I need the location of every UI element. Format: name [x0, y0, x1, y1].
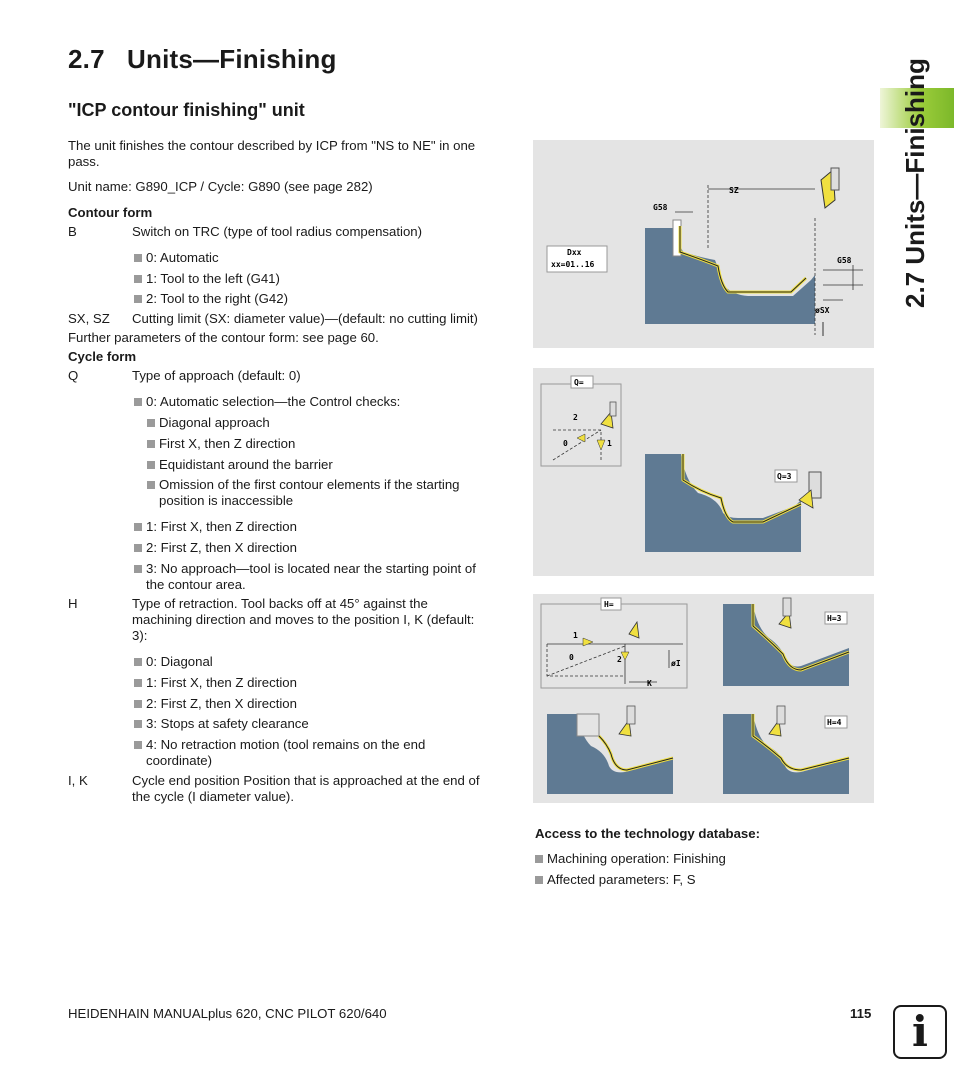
param-b-desc: Switch on TRC (type of tool radius compensation): [132, 224, 423, 239]
h-option-4: [134, 737, 425, 769]
q-option-3-line-2: the contour area.: [146, 577, 246, 592]
figure-retraction: [533, 594, 874, 803]
label-retract-0: 0: [569, 653, 574, 662]
subheading: "ICP contour finishing" unit: [68, 100, 305, 120]
intro-paragraph: [68, 138, 513, 170]
figure-contour-form-drawing: [533, 140, 874, 348]
h-desc-line-2: machining direction and moves to the position I, K (default:: [132, 612, 475, 627]
ik-desc-line-2: the cycle (I diameter value).: [132, 789, 294, 804]
access-item-2: Affected parameters: F, S: [535, 872, 696, 888]
label-approach-0: 0: [563, 439, 568, 448]
h-option-0: 0: Diagonal: [134, 654, 213, 670]
h-option-3: 3: Stops at safety clearance: [134, 716, 309, 732]
b-option-0: 0: Automatic: [134, 250, 219, 266]
q-option-3-line-1: 3: No approach—tool is located near the starting point of: [134, 561, 476, 577]
param-ik-key: I, K: [68, 773, 88, 788]
label-retract-k: K: [647, 679, 652, 688]
q-check-4-line-2: position is inaccessible: [159, 493, 294, 508]
q-option-0: 0: Automatic selection—the Control checks:: [134, 394, 400, 410]
q-check-2: First X, then Z direction: [147, 436, 295, 452]
info-icon: [893, 1005, 947, 1059]
label-approach-2: 2: [573, 413, 578, 422]
h-option-1: 1: First X, then Z direction: [134, 675, 297, 691]
page-number: 115: [850, 1006, 872, 1021]
q-check-1: Diagonal approach: [147, 415, 270, 431]
section-number: 2.7: [68, 44, 105, 74]
label-retract-i: øI: [671, 659, 681, 668]
label-retract-2: 2: [617, 655, 622, 664]
label-g58-right: G58: [837, 256, 852, 265]
param-q-key: Q: [68, 368, 79, 383]
contour-form-title: Contour form: [68, 205, 153, 220]
label-q3: Q=3: [777, 472, 792, 481]
label-h3: H=3: [827, 614, 842, 623]
figure-approach: [533, 368, 874, 576]
param-ik-desc: [132, 773, 480, 805]
h-desc-line-3: 3):: [132, 628, 148, 643]
side-chapter-title-text: 2.7 Units—Finishing: [900, 58, 930, 308]
intro-line-2: pass.: [68, 154, 100, 169]
unit-name: Unit name: G890_ICP / Cycle: G890 (see page 282): [68, 179, 373, 194]
label-h: H=: [604, 600, 614, 609]
label-sz: SZ: [729, 186, 739, 195]
ik-desc-line-1: Cycle end position Position that is approached at the end of: [132, 773, 480, 788]
section-title: Units—Finishing: [127, 44, 337, 74]
param-sx-key: SX, SZ: [68, 311, 110, 326]
q-option-3: [134, 561, 476, 593]
q-check-4: [147, 477, 460, 509]
footer-text: HEIDENHAIN MANUALplus 620, CNC PILOT 620/640: [68, 1006, 387, 1021]
h-option-2: 2: First Z, then X direction: [134, 696, 297, 712]
cycle-form-title: Cycle form: [68, 349, 137, 364]
q-check-3: Equidistant around the barrier: [147, 457, 333, 473]
label-xx: xx=01..16: [551, 260, 595, 269]
param-b-key: B: [68, 224, 77, 239]
b-option-2: 2: Tool to the right (G42): [134, 291, 288, 307]
label-h4: H=4: [827, 718, 842, 727]
param-h-key: H: [68, 596, 78, 611]
h-option-4-line-2: coordinate): [146, 753, 212, 768]
h-option-4-line-1: 4: No retraction motion (tool remains on the end: [134, 737, 425, 753]
access-item-1: Machining operation: Finishing: [535, 851, 726, 867]
label-q: Q=: [574, 378, 584, 387]
figure-approach-drawing: [533, 368, 874, 576]
label-g58-top: G58: [653, 203, 668, 212]
q-check-4-line-1: Omission of the first contour elements if the starting: [147, 477, 460, 493]
param-sx-desc: Cutting limit (SX: diameter value)—(default: no cutting limit): [132, 311, 478, 326]
param-h-desc: [132, 596, 512, 644]
access-title: Access to the technology database:: [535, 826, 760, 841]
intro-line-1: The unit finishes the contour described by ICP from "NS to NE" in one: [68, 138, 476, 153]
further-parameters: Further parameters of the contour form: see page 60.: [68, 330, 379, 345]
q-option-1: 1: First X, then Z direction: [134, 519, 297, 535]
h-desc-line-1: Type of retraction. Tool backs off at 45° against the: [132, 596, 428, 611]
page-title: [68, 44, 337, 75]
figure-contour-form: [533, 140, 874, 348]
figure-retraction-drawing: [533, 594, 874, 803]
param-q-desc: Type of approach (default: 0): [132, 368, 301, 383]
label-dxx: Dxx: [567, 248, 582, 257]
q-option-2: 2: First Z, then X direction: [134, 540, 297, 556]
label-retract-1: 1: [573, 631, 578, 640]
label-sx: øSX: [815, 306, 830, 315]
info-icon-glyph: i: [912, 1007, 928, 1056]
b-option-1: 1: Tool to the left (G41): [134, 271, 280, 287]
label-approach-1: 1: [607, 439, 612, 448]
